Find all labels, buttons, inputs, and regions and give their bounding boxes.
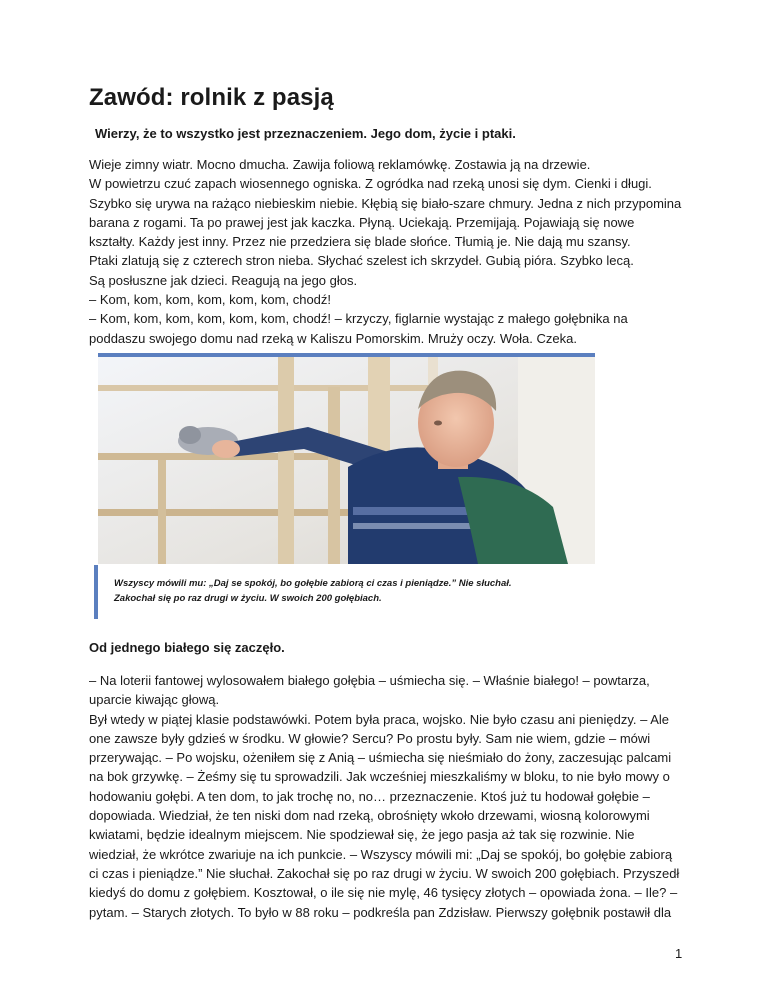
- intro-line: Ptaki zlatują się z czterech stron nieba. Słychać szelest ich skrzydeł. Gubią pióra. Szybko lecą.: [89, 253, 634, 269]
- body-line: Był wtedy w piątej klasie podstawówki. Potem była praca, wojsko. Nie było czasu ani pieniędzy. – Ale: [89, 711, 669, 727]
- caption-line: Wszyscy mówili mu: „Daj se spokój, bo gołębie zabiorą ci czas i pieniądze.” Nie słuchał.: [114, 578, 512, 589]
- intro-line: – Kom, kom, kom, kom, kom, kom, chodź!: [89, 292, 332, 308]
- article-lead: Wierzy, że to wszystko jest przeznaczeniem. Jego dom, życie i ptaki.: [95, 126, 516, 141]
- body-line: wiedział, że wkrótce zwariuje na ich punkcie. – Wszyscy mówili mi: „Daj se spokój, bo gołębie zabiorą: [89, 846, 673, 862]
- photo-figure: [94, 353, 595, 619]
- photo-caption: [114, 576, 512, 606]
- intro-line: Wieje zimny wiatr. Mocno dmucha. Zawija foliową reklamówkę. Zostawia ją na drzewie.: [89, 157, 591, 172]
- body-line: uparcie kiwając głową.: [89, 692, 220, 708]
- body-line: one zawsze były gdzieś w środku. W głowie? Sercu? Po prostu były. Sam nie wiem, gdzie – mówi: [89, 730, 651, 746]
- intro-paragraph: [89, 155, 689, 348]
- pigeon-loft-photo: [98, 353, 595, 604]
- intro-line: – Kom, kom, kom, kom, kom, kom, chodź! – krzyczy, figlarnie wystając z małego gołębnika na: [89, 311, 628, 327]
- body-line: hodowaniu gołębi. A ten dom, to jak trochę no, no… przeznaczenie. Ktoś już tu hodował gołębie –: [89, 788, 650, 804]
- intro-line: poddaszu swojego domu nad rzeką w Kaliszu Pomorskim. Mruży oczy. Woła. Czeka.: [89, 330, 577, 346]
- intro-line: Są posłuszne jak dzieci. Reagują na jego głos.: [89, 272, 358, 288]
- body-line: – Na loterii fantowej wylosowałem białego gołębia – uśmiecha się. – Właśnie białego! – powtarza,: [89, 673, 650, 688]
- body-line: na bok grzywkę. – Żeśmy się tu sprowadzili. Jak wcześniej mieszkaliśmy w bloku, to nie było mowy o: [89, 769, 670, 785]
- caption-line: Zakochał się po raz drugi w życiu. W swoich 200 gołębiach.: [114, 593, 382, 604]
- intro-line: kształty. Każdy jest inny. Przez nie przedziera się blade słońce. Tłumią je. Nie dają mu szansy.: [89, 234, 631, 250]
- page-number: 1: [675, 946, 683, 961]
- body-line: kwiatami, będzie idealnym miejscem. Nie spodziewał się, że jego pasja aż tak się rozwinie. Nie: [89, 827, 635, 843]
- article-title: Zawód: rolnik z pasją: [89, 84, 334, 111]
- body-line: ci czas i pieniądze.” Nie słuchał. Zakochał się po raz drugi w życiu. W swoich 200 gołębiach. Przyszedł: [89, 865, 680, 881]
- intro-line: barana z rogami. Ta po prawej jest jak kaczka. Płyną. Uciekają. Przemijają. Pojawiają się nowe: [89, 214, 635, 230]
- body-paragraph: [89, 671, 689, 922]
- intro-line: W powietrzu czuć zapach wiosennego ogniska. Z ogródka nad rzeką unosi się dym. Cienki i długi.: [89, 176, 652, 192]
- body-line: dopowiada. Wiedział, że ten niski dom nad rzeką, obrośnięty wkoło drzewami, wiosną kolorowymi: [89, 808, 650, 824]
- section-heading: Od jednego białego się zaczęło.: [89, 640, 285, 655]
- body-line: pytam. – Starych złotych. To było w 88 roku – podkreśla pan Zdzisław. Pierwszy gołębnik postawił dla: [89, 904, 672, 920]
- body-line: przerywając. – Po wojsku, ożeniłem się z Anią – uśmiecha się nieśmiało do żony, zaczesując palcami: [89, 750, 672, 766]
- intro-line: Szybko się urywa na rażąco niebieskim niebie. Kłębią się biało-szare chmury. Jedna z nich przypomina: [89, 195, 682, 211]
- body-line: kiedyś do domu z gołębiem. Kosztował, o ile się nie mylę, 46 tysięcy złotych – opowiada żona. – Ile? –: [89, 885, 678, 901]
- caption-accent-bar: [94, 565, 98, 619]
